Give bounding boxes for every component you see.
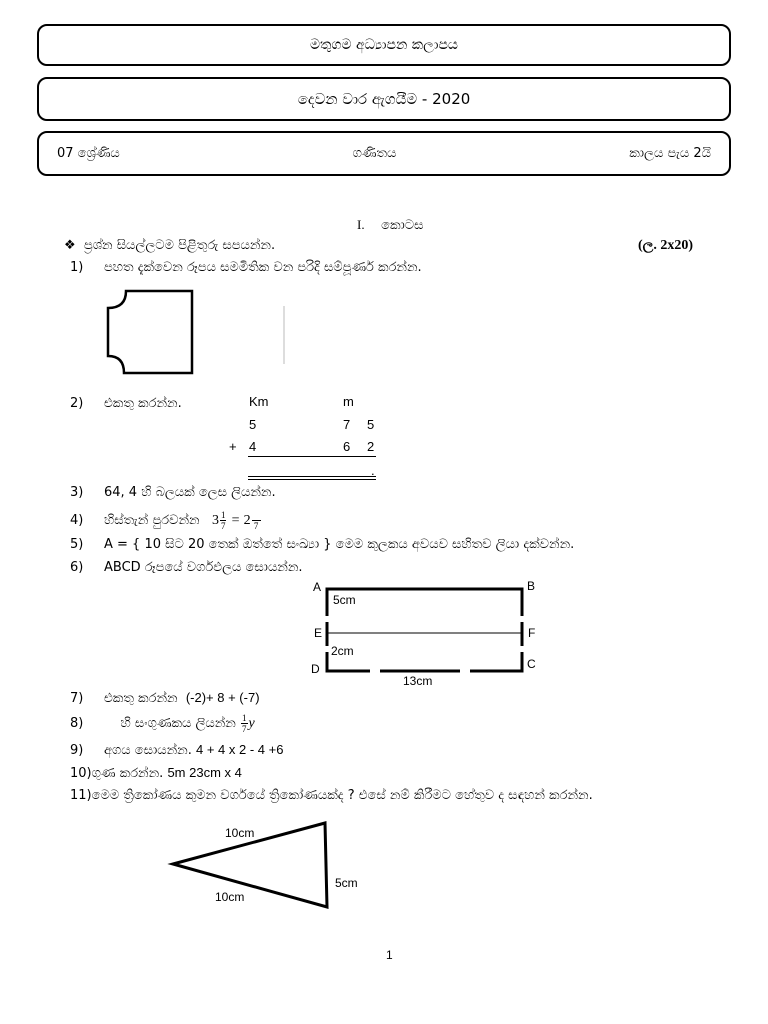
question-5: 5) A = { 10 සිට 20 තෙක් ඔත්තේ සංඛ්‍යා } මෙම කුලකය අවයව සහිතව ලියා දක්වන්න. <box>70 537 575 552</box>
question-3: 3) 64, 4 හි බලයක් ලෙස ලියන්න. <box>70 485 276 500</box>
zone-title: මතුගම අධ්‍යාපන කලාපය <box>309 37 459 53</box>
label-e: E <box>314 626 323 640</box>
question-10: 10)ගුණ කරන්න. 5m 23cm x 4 <box>70 765 242 781</box>
row1-m2: 5 <box>367 417 375 432</box>
section-heading: I. කොටස <box>357 217 424 233</box>
fraction-1: $\frac{1}{7}$ <box>220 510 226 531</box>
triangle-figure <box>165 815 385 915</box>
exam-title: දෙවන වාර ඇගයීම - 2020 <box>297 90 471 108</box>
question-7: 7) එකතු කරන්න (-2)+ 8 + (-7) <box>70 690 260 706</box>
label-f: F <box>528 626 536 640</box>
symmetry-figure <box>100 286 300 378</box>
label-c: C <box>527 657 536 671</box>
fraction-one-seventh: $\frac{1}{7}$ <box>242 713 247 734</box>
marks-label: (ල. 2x20) <box>638 238 694 253</box>
mixed-number-2: 2 <box>243 513 251 528</box>
label-top-10cm: 10cm <box>225 826 255 840</box>
label-13cm: 13cm <box>403 674 433 688</box>
page-number: 1 <box>386 948 393 962</box>
label-b: B <box>527 579 536 593</box>
label-a: A <box>313 580 322 594</box>
label-right-5cm: 5cm <box>335 876 358 890</box>
row2-m1: 6 <box>343 439 351 454</box>
fraction-2: 7 <box>252 510 261 531</box>
sum-dot: . <box>371 463 375 478</box>
question-2: 2) එකතු කරන්න. <box>70 396 182 411</box>
label-bottom-10cm: 10cm <box>215 890 245 904</box>
row1-km: 5 <box>249 417 257 432</box>
question-4: 4) හිස්තැන් පුරවන්න 3 $\frac{1}{7}$ = 2 7 <box>70 510 262 531</box>
rectangle-abcd-figure <box>305 576 545 688</box>
zone-box <box>37 24 731 66</box>
question-8: 8) හි සංගුණකය ලියන්න $\frac{1}{7}$ y <box>70 713 255 734</box>
question-11: 11)මෙම ත්‍රිකෝණය කුමන වර්ගයේ ත්‍රිකෝණයක්ද ? එසේ නම් කිරීමට හේතුව ද සඳහන් කරන්න. <box>70 788 593 803</box>
subject-label: ගණිතය <box>352 146 397 161</box>
grade-label: 07 ශ්‍රේණිය <box>57 146 120 161</box>
label-2cm: 2cm <box>331 644 354 658</box>
question-1: 1) පහත දැක්වෙන රූපය සමමිතික වන පරිදි සම්පූර්ණ කරන්න. <box>70 260 422 275</box>
half-shape <box>108 291 192 373</box>
instruction: ❖ ප්‍රශ්න සියල්ලටම පිළිතුරු සපයන්න. <box>64 238 276 253</box>
exam-box <box>37 77 731 121</box>
label-5cm: 5cm <box>333 593 356 607</box>
row2-m2: 2 <box>367 439 375 454</box>
row1-m1: 7 <box>343 417 351 432</box>
sum-line <box>248 456 376 457</box>
equals-sign: = <box>231 513 240 528</box>
time-label: කාලය පැය 2යි <box>629 146 711 161</box>
variable-y: y <box>248 716 255 731</box>
answer-line-1 <box>248 476 376 477</box>
m-header: m <box>343 394 354 409</box>
km-header: Km <box>249 394 269 409</box>
answer-line-2 <box>248 479 376 480</box>
mixed-number-1: 3 <box>211 513 219 528</box>
row2-km: 4 <box>249 439 257 454</box>
question-6: 6) ABCD රූපයේ වර්ගඵලය සොයන්න. <box>70 560 303 575</box>
question-9: 9) අගය සොයන්න. 4 + 4 x 2 - 4 +6 <box>70 742 284 758</box>
plus-sign: + <box>229 439 237 454</box>
rectangle-abcd <box>327 589 522 671</box>
info-box <box>37 131 731 176</box>
label-d: D <box>311 662 320 676</box>
